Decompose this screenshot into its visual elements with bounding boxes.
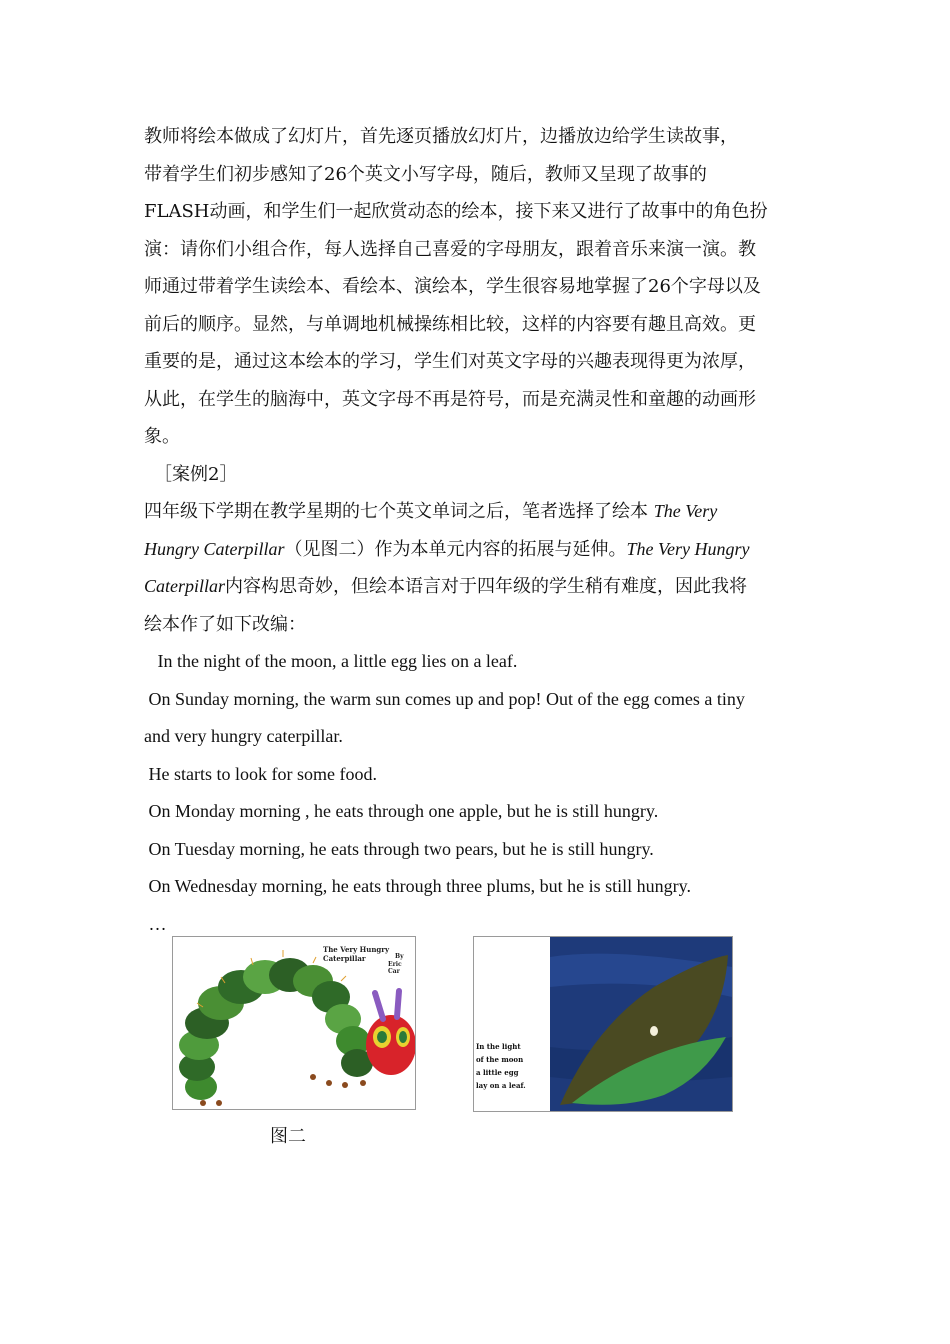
paragraph2-text: 内容构思奇妙，但绘本语言对于四年级的学生稍有难度，因此我将 bbox=[225, 576, 748, 597]
paragraph1-line: 前后的顺序。显然，与单调地机械操练相比较，这样的内容要有趣且高效。更 bbox=[144, 313, 756, 335]
page-text bbox=[476, 1040, 526, 1092]
paragraph1-line: 教师将绘本做成了幻灯片，首先逐页播放幻灯片，边播放边给学生读故事， bbox=[144, 126, 738, 147]
caterpillar-body bbox=[179, 958, 373, 1100]
paragraph2-line bbox=[144, 531, 810, 569]
story-line: In the night of the moon, a little egg lies on a leaf. bbox=[144, 651, 518, 671]
caterpillar-head bbox=[366, 991, 416, 1075]
book-cover-image bbox=[172, 936, 416, 1110]
paragraph2-line bbox=[144, 568, 810, 606]
page-text-line: of the moon bbox=[476, 1055, 524, 1064]
paragraph1-line: 演：请你们小组合作，每人选择自己喜爱的字母朋友，跟着音乐来演一演。教 bbox=[144, 238, 756, 260]
caterpillar-feet bbox=[200, 1074, 366, 1106]
book-title: The Very bbox=[653, 501, 718, 521]
figure-caption: 图二 bbox=[270, 1126, 306, 1147]
story-line: He starts to look for some food. bbox=[144, 763, 377, 784]
story-line: On Sunday morning, the warm sun comes up and pop! Out of the egg comes a tiny bbox=[144, 688, 745, 709]
paragraph1-line: 师通过带着学生读绘本、看绘本、演绘本，学生很容易地掌握了26个字母以及 bbox=[144, 276, 761, 297]
page-text-line: a little egg bbox=[476, 1068, 519, 1077]
document-body bbox=[144, 118, 810, 943]
page-text-line: In the light bbox=[476, 1042, 521, 1051]
paragraph2-text: （见图二）作为本单元内容的拓展与延伸。 bbox=[284, 538, 627, 560]
case2-heading: ［案例2］ bbox=[154, 463, 238, 485]
egg-on-leaf-image bbox=[473, 936, 733, 1112]
book-title: Caterpillar bbox=[144, 576, 226, 596]
paragraph2-line bbox=[144, 493, 810, 531]
story-line: On Monday morning , he eats through one apple, but he is still hungry. bbox=[144, 801, 659, 821]
cover-by: By bbox=[395, 953, 404, 960]
cover-title: The Very Hungry Caterpillar bbox=[323, 945, 390, 963]
paragraph1-line: 重要的是，通过这本绘本的学习，学生们对英文字母的兴趣表现得更为浓厚， bbox=[144, 351, 756, 372]
book-title: Hungry Caterpillar bbox=[144, 538, 285, 559]
paragraph2-text: 四年级下学期在教学星期的七个英文单词之后，笔者选择了绘本 bbox=[144, 501, 654, 522]
story-line: and very hungry caterpillar. bbox=[144, 726, 343, 746]
paragraph1-line: 象。 bbox=[144, 426, 180, 447]
paragraph1-line: FLASH动画，和学生们一起欣赏动态的绘本，接下来又进行了故事中的角色扮 bbox=[144, 201, 768, 222]
paragraph1-line: 带着学生们初步感知了26个英文小写字母，随后，教师又呈现了故事的 bbox=[144, 163, 707, 185]
story-line: On Wednesday morning, he eats through three plums, but he is still hungry. bbox=[144, 876, 691, 896]
cover-author: Eric Car bbox=[388, 961, 402, 975]
paragraph1-line: 从此，在学生的脑海中，英文字母不再是符号，而是充满灵性和童趣的动画形 bbox=[144, 388, 756, 410]
egg-icon bbox=[650, 1026, 658, 1036]
story-line: … bbox=[144, 913, 167, 934]
book-title: The Very Hungry bbox=[626, 538, 750, 559]
page-text-line: lay on a leaf. bbox=[476, 1081, 526, 1090]
paragraph2-line: 绘本作了如下改编： bbox=[144, 613, 306, 635]
story-line: On Tuesday morning, he eats through two pears, but he is still hungry. bbox=[144, 838, 654, 859]
